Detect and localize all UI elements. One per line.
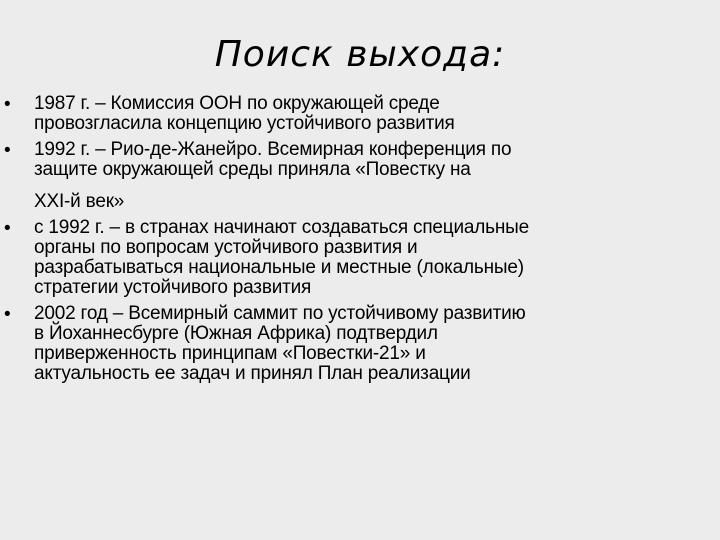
bullet-text-line: 2002 год – Всемирный саммит по устойчивому развитию	[34, 303, 526, 324]
bullet-text-line: органы по вопросам устойчивого развития и	[34, 237, 418, 258]
bullet-item	[0, 304, 720, 384]
bullet-text-line: приверженность принципам «Повестки-21» и	[34, 343, 426, 364]
bullet-icon: •	[4, 218, 11, 239]
bullet-text-line: в Йоханнесбурге (Южная Африка) подтвердил	[34, 323, 438, 344]
bullet-text-line: XXI-й век»	[34, 191, 125, 212]
bullet-text-line: 1992 г. – Рио-де-Жанейро. Всемирная конференция по	[34, 139, 512, 160]
bullet-text-line: актуальность ее задач и принял План реализации	[34, 363, 471, 384]
bullet-item	[0, 140, 720, 212]
bullet-icon: •	[4, 304, 11, 325]
bullet-icon: •	[4, 140, 11, 161]
bullet-text-line: с 1992 г. – в странах начинают создаваться специальные	[34, 217, 529, 238]
bullet-list	[0, 94, 720, 390]
bullet-icon: •	[4, 94, 11, 115]
bullet-text-line: разрабатываться национальные и местные (локальные)	[34, 257, 524, 278]
bullet-text-line: провозгласила концепцию устойчивого развития	[34, 113, 455, 134]
bullet-text-line: стратегии устойчивого развития	[34, 277, 312, 298]
bullet-text-line: 1987 г. – Комиссия ООН по окружающей среде	[34, 93, 440, 114]
bullet-text-line: защите окружающей среды приняла «Повестку на	[34, 159, 471, 180]
slide-title: Поиск выхода:	[214, 34, 506, 75]
bullet-item	[0, 94, 720, 134]
bullet-item	[0, 218, 720, 298]
